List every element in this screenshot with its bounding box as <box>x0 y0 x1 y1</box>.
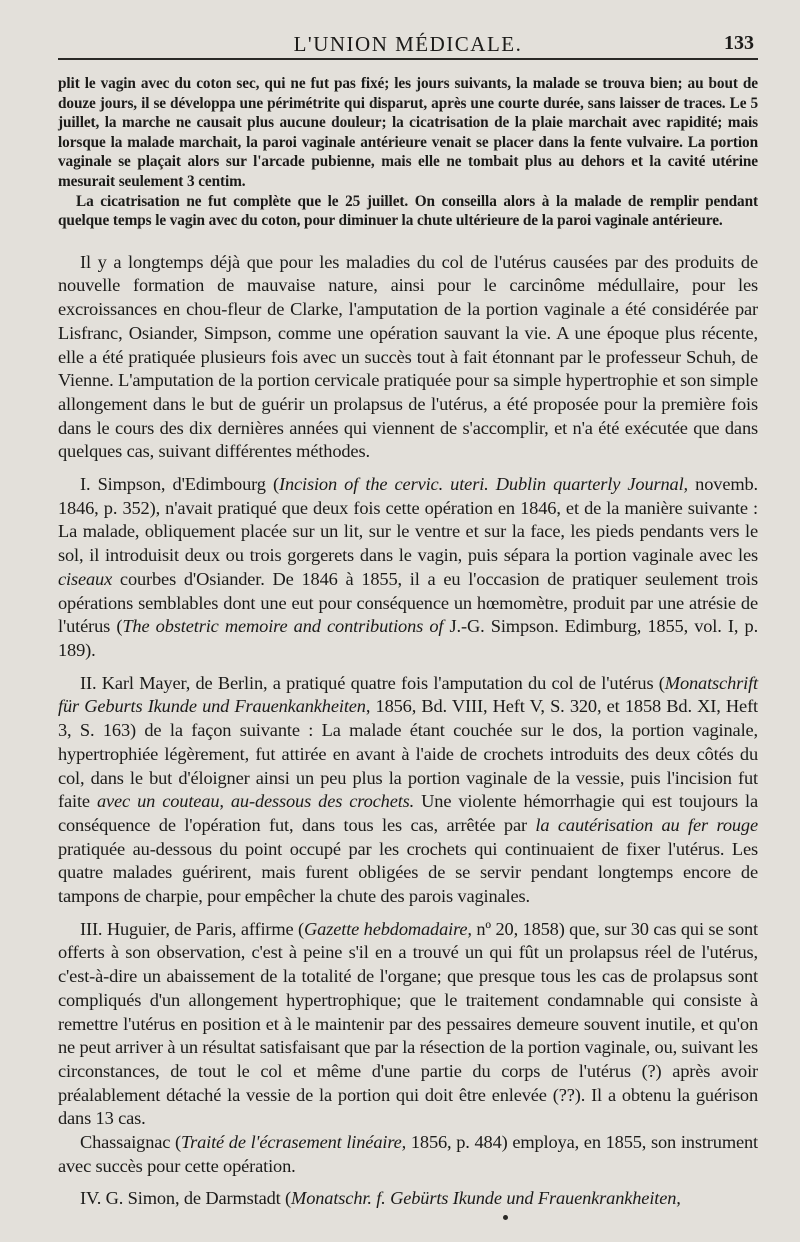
simpson-text-e: courbes d'Osiander. De 1846 à 1855, il a eu l'occasion de pratiquer seulement trois opérations semblables dont une eut pour conséquence un hœmomètre, produit par une atrésie de l'utérus ( <box>58 568 758 637</box>
chassaignac-text-a: Chassaignac ( <box>80 1132 181 1153</box>
mayer-italic-cauterisation: la cautérisation au fer rouge <box>535 814 758 835</box>
small-text-block <box>58 74 758 231</box>
mayer-text-a: II. Karl Mayer, de Berlin, a pratiqué quatre fois l'amputation du col de l'utérus ( <box>80 672 665 693</box>
simon-text-a: IV. G. Simon, de Darmstadt ( <box>80 1188 292 1209</box>
small-paragraph-2: La cicatrisation ne fut complète que le 25 juillet. On conseilla alors à la malade de remplir pendant quelque temps le vagin avec du coton, pour diminuer la chute ultérieure de la paroi vaginale antérieure. <box>58 192 758 230</box>
mayer-italic-couteau: avec un couteau, au-dessous des crochets. <box>96 791 415 812</box>
simpson-ciseaux: ciseaux <box>58 568 113 589</box>
huguier-text-a: III. Huguier, de Paris, affirme ( <box>80 918 305 939</box>
intro-paragraph: Il y a longtemps déjà que pour les maladies du col de l'utérus causées par des produits de nouvelle formation de mauvaise nature, ainsi pour le carcinôme médullaire, pour les excroissances en chou-fleur de Clarke, l'amputation de la portion vaginale a été considérée par Lisfranc, Osiander, Simpson, comme une opération sauvant la vie. A une époque plus récente, elle a été pratiquée plusieurs fois avec un succès tout à fait étonnant par le professeur Schuh, de Vienne. L'amputation de la portion cervicale pratiquée pour sa simple hypertrophie et son simple allongement dans le but de guérir un prolapsus de l'utérus, a été proposée pour la première fois dans le cours des dix dernières années qui viennent de s'accomplir, et n'a été exécutée que dans quelques cas, suivant différentes méthodes. <box>58 251 758 462</box>
section-simpson <box>58 473 758 663</box>
simpson-text-a: I. Simpson, d'Edimbourg ( <box>80 474 279 495</box>
mayer-citation: Monatschrift für Geburts Ikunde und Frauenkankheiten <box>58 672 758 717</box>
main-text-block <box>58 251 758 1211</box>
small-paragraph-1: plit le vagin avec du coton sec, qui ne fut pas fixé; les jours suivants, la malade se trouva bien; au bout de douze jours, il se développa une périmétrite qui disparut, après une courte durée, sans laisser de traces. Le 5 juillet, la marche ne causait plus aucune douleur; la cicatrisation de la plaie marchait avec rapidité; mais lorsque la malade marchait, la paroi vaginale antérieure venait se placer dans la fente vulvaire. La portion vaginale se plaçait alors sur l'arcade pubienne, mais elle ne tombait plus au dehors et la cavité utérine mesurait seulement 3 centim. <box>58 75 758 190</box>
section-simon <box>58 1187 758 1211</box>
simon-citation: Monatschr. f. Gebürts Ikunde und Frauenkrankheiten, <box>291 1188 681 1209</box>
section-huguier <box>58 918 758 1131</box>
huguier-citation: Gazette hebdomadaire, <box>304 918 472 939</box>
huguier-text-c: nº 20, 1858) que, sur 30 cas qui se sont offerts à son observation, c'est à peine s'il en a trouvé un qui fût un prolapsus réel de l'utérus, c'est-à-dire un abaissement de la totalité de l'organe; que presque tous les cas de prolapsus sont compliqués d'un allongement hypertrophique; que le traitement condamnable qui consiste à remettre l'utérus en position et à le maintenir par des pessaires demeure souvent inutile, et qu'on ne peut arriver à un résultat satisfaisant que par la résection de la portion vaginale, ou, suivant les circonstances, de tout le col et même d'une partie du corps de l'utérus (?) après avoir préalablement détaché la vessie de la portion qui doit être enlevée (??). Il a obtenu la guérison dans 13 cas. <box>58 918 759 1129</box>
simpson-citation-2: The obstetric memoire and contributions of <box>122 616 444 637</box>
chassaignac-citation: Traité de l'écrasement linéaire, <box>181 1132 407 1153</box>
page-number: 133 <box>724 32 754 54</box>
simpson-text-g: J.-G. Simpson. Edimburg, 1855, vol. I, p. 189). <box>58 616 759 660</box>
journal-title: L'UNION MÉDICALE. <box>293 32 523 56</box>
running-header <box>58 22 758 60</box>
chassaignac-text-c: 1856, p. 484) employa, en 1855, son instrument avec succès pour cette opération. <box>58 1132 758 1176</box>
mayer-text-c: , 1856, Bd. VIII, Heft V, S. 320, et 1858 Bd. XI, Heft 3, S. 163) de la façon suivante : La malade étant couchée sur le dos, la portion vaginale, hypertrophiée légèrement, fut attirée en avant à l'aide de crochets introduits des deux côtés du col, dans le but d'éloigner ainsi un peu plus la portion vaginale de la vessie, puis l'incision fut faite <box>58 696 759 812</box>
mayer-text-e: Une violente hémorrhagie qui est toujours la conséquence de l'opération fut, dans tous les cas, arrêtée par <box>58 791 758 835</box>
simpson-citation: Incision of the cervic. uteri. Dublin quarterly Journal, <box>278 474 689 495</box>
printer-dot <box>503 1215 508 1220</box>
section-chassaignac <box>58 1131 758 1178</box>
section-mayer <box>58 672 758 909</box>
simpson-text-c: novemb. 1846, p. 352), n'avait pratiqué que deux fois cette opération en 1846, et de la manière suivante : La malade, obliquement placée sur un lit, sur le ventre et sur la face, les pieds pendants vers le sol, il introduisit deux ou trois gorgerets dans le vagin, puis sépara la portion vaginale avec les <box>58 474 758 566</box>
mayer-text-g: pratiquée au-dessous du point occupé par les crochets qui continuaient de fixer l'utérus. Les quatre malades guérirent, mais furent obligées de se servir pendant longtemps encore de tampons de charpie, pour empêcher la chute des parois vaginales. <box>58 838 758 907</box>
